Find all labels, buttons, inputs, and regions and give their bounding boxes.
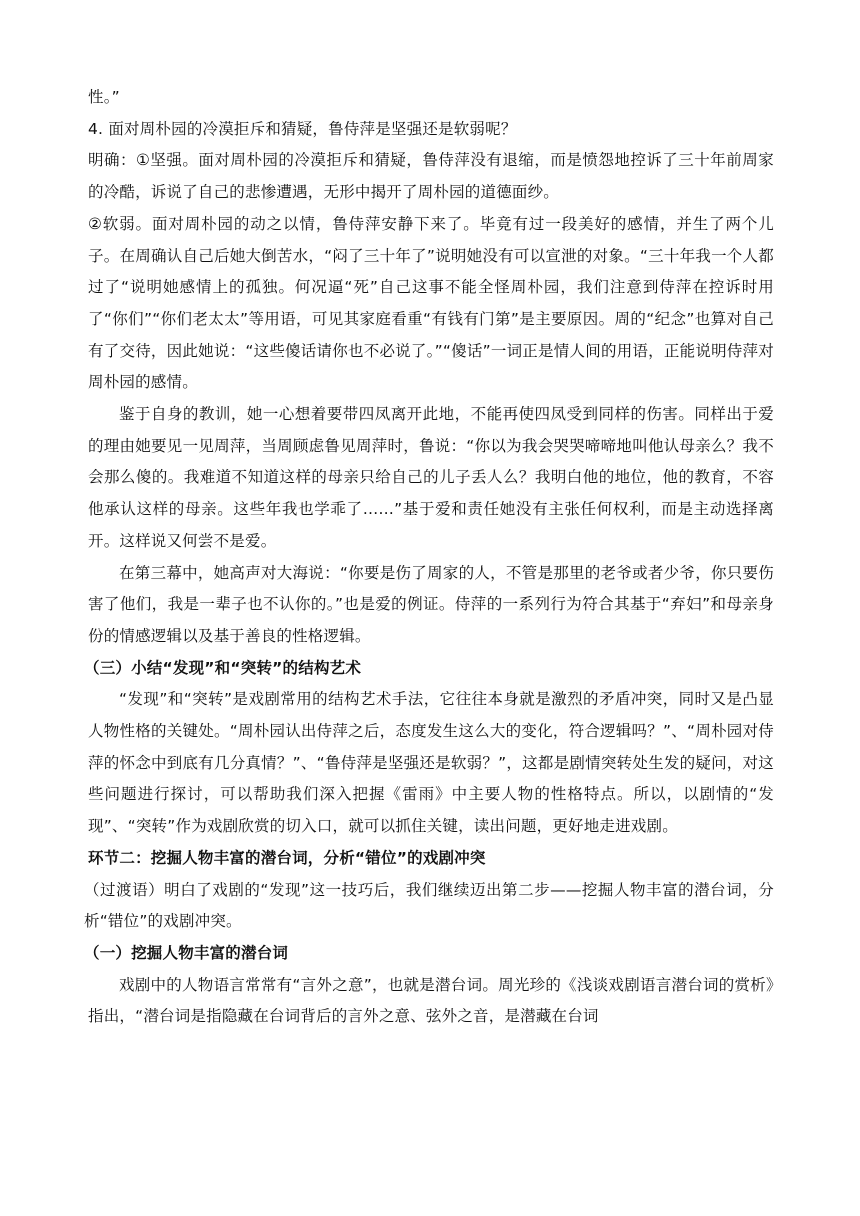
answer-strong: 明确：①坚强。面对周朴园的冷漠拒斥和猜疑，鲁侍萍没有退缩，而是愤怨地控诉了三十年前周家的冷酷，诉说了自己的悲惨遭遇，无形中揭开了周朴园的道德面纱。: [88, 151, 774, 202]
document-page: [84, 82, 774, 1033]
transition-paragraph: （过渡语）明白了戏剧的“发现”这一技巧后，我们继续迈出第二步——挖掘人物丰富的潜台词，分析“错位”的戏剧冲突。: [84, 880, 774, 931]
paragraph: 性。”: [88, 88, 120, 106]
paragraph: 戏剧中的人物语言常常有“言外之意”，也就是潜台词。周光珍的《浅谈戏剧语言潜台词的赏析》指出，“潜台词是指隐藏在台词背后的言外之意、弦外之音，是潜藏在台词: [88, 975, 774, 1026]
answer-weak: ②软弱。面对周朴园的动之以情，鲁侍萍安静下来了。毕竟有过一段美好的感情，并生了两个儿子。在周确认自己后她大倒苦水，“闷了三十年了”说明她没有可以宣泄的对象。“三十年我一个人都过了“说明她感情上的孤独。何况逼“死”自己这事不能全怪周朴园，我们注意到侍萍在控诉时用了“你们”“你们老太太”等用语，可见其家庭看重“有钱有门第”是主要原因。周的“纪念”也算对自己有了交待，因此她说：“这些傻话请你也不必说了。”“傻话”一词正是情人间的用语，正能说明侍萍对周朴园的感情。: [88, 214, 774, 392]
paragraph: 在第三幕中，她高声对大海说：“你要是伤了周家的人，不管是那里的老爷或者少爷，你只要伤害了他们，我是一辈子也不认你的。”也是爱的例证。侍萍的一系列行为符合其基于“弃妇”和母亲身份的情感逻辑以及基于善良的性格逻辑。: [88, 563, 774, 645]
paragraph: 鉴于自身的教训，她一心想着要带四凤离开此地，不能再使四凤受到同样的伤害。同样出于爱的理由她要见一见周萍，当周顾虑鲁见周萍时，鲁说：“你以为我会哭哭啼啼地叫他认母亲么？我不会那么傻的。我难道不知道这样的母亲只给自己的儿子丢人么？我明白他的地位，他的教育，不容他承认这样的母亲。这些年我也学乖了……”基于爱和责任她没有主张任何权利，而是主动选择离开。这样说又何尝不是爱。: [88, 405, 774, 550]
question-4: 4. 面对周朴园的冷漠拒斥和猜疑，鲁侍萍是坚强还是软弱呢？: [88, 119, 517, 138]
section-heading: （一）挖掘人物丰富的潜台词: [84, 943, 289, 962]
paragraph: “发现”和“突转”是戏剧常用的结构艺术手法，它往往本身就是激烈的矛盾冲突，同时又是凸显人物性格的关键处。“周朴园认出侍萍之后，态度发生这么大的变化，符合逻辑吗？”、“周朴园对侍萍的怀念中到底有几分真情？”、“鲁侍萍是坚强还是软弱？”，这都是剧情突转处生发的疑问，对这些问题进行探讨，可以帮助我们深入把握《雷雨》中主要人物的性格特点。所以，以剧情的“发现”、“突转”作为戏剧欣赏的切入口，就可以抓住关键，读出问题，更好地走进戏剧。: [88, 690, 774, 836]
section-heading: 环节二：挖掘人物丰富的潜台词，分析“错位”的戏剧冲突: [88, 848, 486, 867]
section-heading: （三）小结“发现”和“突转”的结构艺术: [84, 658, 362, 677]
